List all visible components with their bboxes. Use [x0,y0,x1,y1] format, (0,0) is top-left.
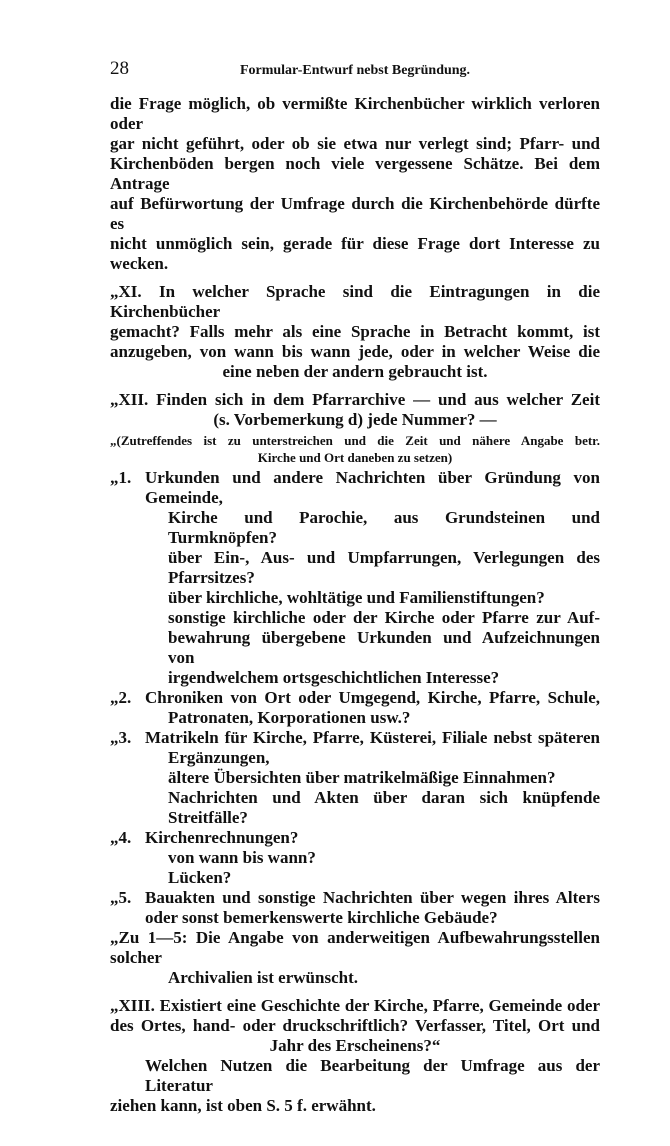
item-line: bewahrung übergebene Urkunden und Aufzeichnungen von [168,628,600,667]
text-line: „XII. Finden sich in dem Pfarrarchive — und aus welcher Zeit [110,390,600,409]
item-line: sonstige kirchliche oder der Kirche oder Pfarre zur Auf- [168,608,600,627]
text-line: die Frage möglich, ob vermißte Kirchenbücher wirklich verloren oder [110,94,600,133]
item-line: Patronaten, Korporationen usw.? [168,708,411,727]
item-line: Matrikeln für Kirche, Pfarre, Küsterei, Filiale nebst späteren [145,728,600,747]
item-line: Bauakten und sonstige Nachrichten über wegen ihres Alters [145,888,600,907]
list-item [110,688,600,728]
item-line: oder sonst bemerkenswerte kirchliche Gebäude? [145,908,498,927]
note-line: Kirche und Ort daneben zu setzen) [257,450,453,465]
text-line: gar nicht geführt, oder ob sie etwa nur verlegt sind; Pfarr- und [110,134,600,153]
item-line: über kirchliche, wohltätige und Familienstiftungen? [168,588,545,607]
question-xi [110,282,600,382]
page-header [110,58,600,80]
text-line: Kirchenböden bergen noch viele vergessene Schätze. Bei dem Antrage [110,154,600,193]
text-line: eine neben der andern gebraucht ist. [222,362,488,381]
item-line: Urkunden und andere Nachrichten über Gründung von Gemeinde, [145,468,600,507]
text-line: gemacht? Falls mehr als eine Sprache in Betracht kommt, ist [110,322,600,341]
closing-paragraph [110,1056,600,1116]
item-number: „3. [110,728,132,747]
remark-line: „Zu 1—5: Die Angabe von anderweitigen Aufbewahrungsstellen solcher [110,928,600,967]
item-line: Lücken? [168,868,232,887]
item-line: Pfarrsitzes? [168,568,255,587]
closing-line: ziehen kann, ist oben S. 5 f. erwähnt. [110,1096,376,1115]
remark-line: Archivalien ist erwünscht. [168,968,358,987]
question-xii [110,390,600,988]
item-line: Chroniken von Ort oder Umgegend, Kirche, Pfarre, Schule, [145,688,600,707]
remark [110,928,600,988]
note-line: „(Zutreffendes ist zu unterstreichen und die Zeit und nähere Angabe betr. [110,433,600,448]
item-number: „1. [110,468,132,487]
text-line: auf Befürwortung der Umfrage durch die Kirchenbehörde dürfte es [110,194,600,233]
text-line: „XIII. Existiert eine Geschichte der Kirche, Pfarre, Gemeinde oder [110,996,600,1015]
paragraph [110,94,600,274]
item-number: „4. [110,828,132,847]
text-line: des Ortes, hand- oder druckschriftlich? Verfasser, Titel, Ort und [110,1016,600,1035]
item-line: über Ein-, Aus- und Umpfarrungen, Verlegungen des [168,548,600,567]
text-line: Jahr des Erscheinens?“ [269,1036,441,1055]
text-line: „XI. In welcher Sprache sind die Eintragungen in die Kirchenbücher [110,282,600,321]
page-number: 28 [110,58,129,79]
item-number: „5. [110,888,132,907]
list-item [110,828,600,888]
list-item [110,728,600,828]
text-line: anzugeben, von wann bis wann jede, oder in welcher Weise die [110,342,600,361]
question-xiii [110,996,600,1056]
item-line: Kirchenrechnungen? [145,828,299,847]
item-line: ältere Übersichten über matrikelmäßige Einnahmen? [168,768,556,787]
item-line: Kirche und Parochie, aus Grundsteinen und Turmknöpfen? [168,508,600,547]
list-item [110,468,600,688]
text-line: (s. Vorbemerkung d) jede Nummer? — [213,410,497,429]
item-number: „2. [110,688,132,707]
item-line: Nachrichten und Akten über daran sich knüpfende Streitfälle? [168,788,600,827]
item-line: von wann bis wann? [168,848,316,867]
running-title: Formular-Entwurf nebst Begründung. [239,63,471,78]
closing-line: Welchen Nutzen die Bearbeitung der Umfrage aus der Literatur [145,1056,600,1095]
item-line: irgendwelchem ortsgeschichtlichen Interesse? [168,668,500,687]
text-line: nicht unmöglich sein, gerade für diese Frage dort Interesse zu wecken. [110,234,600,273]
item-line: Ergänzungen, [168,748,270,767]
list-item [110,888,600,928]
